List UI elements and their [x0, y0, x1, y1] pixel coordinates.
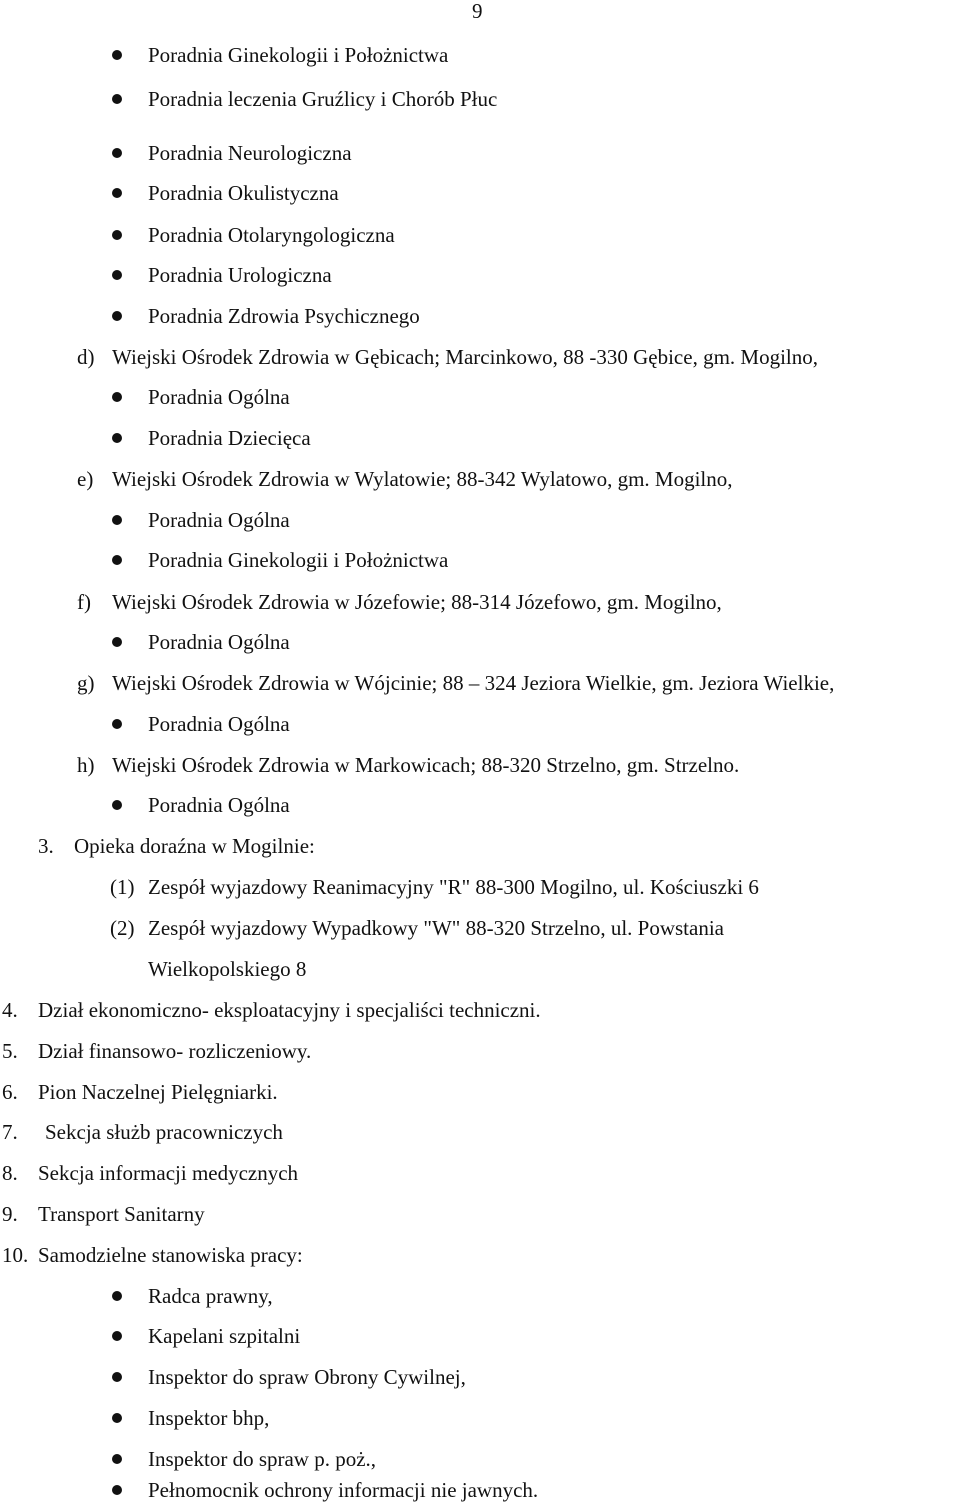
- bullet-icon: [112, 230, 122, 240]
- page-number: 9: [472, 0, 483, 23]
- bullet-icon: [112, 392, 122, 402]
- bullet-icon: [112, 515, 122, 525]
- bullet-icon: [112, 270, 122, 280]
- bullet-icon: [112, 1413, 122, 1423]
- bullet-icon: [112, 50, 122, 60]
- bullet-icon: [112, 637, 122, 647]
- bullet-icon: [112, 719, 122, 729]
- bullet-icon: [112, 1454, 122, 1464]
- bullet-icon: [112, 148, 122, 158]
- bullet-icon: [112, 311, 122, 321]
- bullet-icon: [112, 800, 122, 810]
- bullet-icon: [112, 433, 122, 443]
- bullet-icon: [112, 94, 122, 104]
- bullet-icon: [112, 1291, 122, 1301]
- bullet-icon: [112, 1372, 122, 1382]
- sub-item-continuation: Wielkopolskiego 8: [148, 957, 307, 981]
- document-page: 9 Poradnia Ginekologii i Położnictwa Poradnia leczenia Gruźlicy i Chorób Płuc Poradnia Neurologiczna Poradnia Okulistyczna Poradnia Otolaryngologiczna Poradnia Urologiczna Poradnia Zdrowia Psychicznego d) Wiejski Ośrodek Zdrowia w Gębicach; Marcinkowo, 88 -330 Gębice, gm. Mogilno, Poradnia Ogólna Poradnia Dziecięca e) Wiejski Ośrodek Zdrowia w Wylatowie; 88-342 Wylatowo, gm. Mogilno, Poradnia Ogólna Poradnia Ginekologii i Położnictwa f) Wiejski Ośrodek Zdrowia w Józefowie; 88-314 Józefowo, gm. Mogilno, Poradnia Ogólna g) Wiejski Ośrodek Zdrowia w Wójcinie; 88 – 324 Jeziora Wielkie, gm. Jeziora Wielkie, Poradnia Ogólna h) Wiejski Ośrodek Zdrowia w Markowicach; 88-320 Strzelno, gm. Strzelno. Poradnia Ogólna 3. Opieka doraźna w Mogilnie: (1) Zespół wyjazdowy Reanimacyjny "R" 88-300 Mogilno, ul. Kościuszki 6 (2) Zespół wyjazdowy Wypadkowy "W" 88-320 Strzelno, ul. Powstania Wielkopolskiego 8 4. Dział ekonomiczno- eksploatacyjny i specjaliści techniczni. 5. Dział finansowo- rozliczeniowy. 6. Pion Naczelnej Pielęgniarki. 7. Sekcja służb pracowniczych 8. Sekcja informacji medycznych 9. Transport Sanitarny 10. Samodzielne stanowiska pracy: Radca prawny, Kapelani szpitalni Inspektor do spraw Obrony Cywilnej, Inspektor bhp, Inspektor do spraw p. poż., Pełnomocnik ochrony informacji nie jawnych.: [2, 0, 835, 1502]
- bullet-icon: [112, 1485, 122, 1495]
- bullet-icon: [112, 188, 122, 198]
- bullet-icon: [112, 1331, 122, 1341]
- bullet-icon: [112, 555, 122, 565]
